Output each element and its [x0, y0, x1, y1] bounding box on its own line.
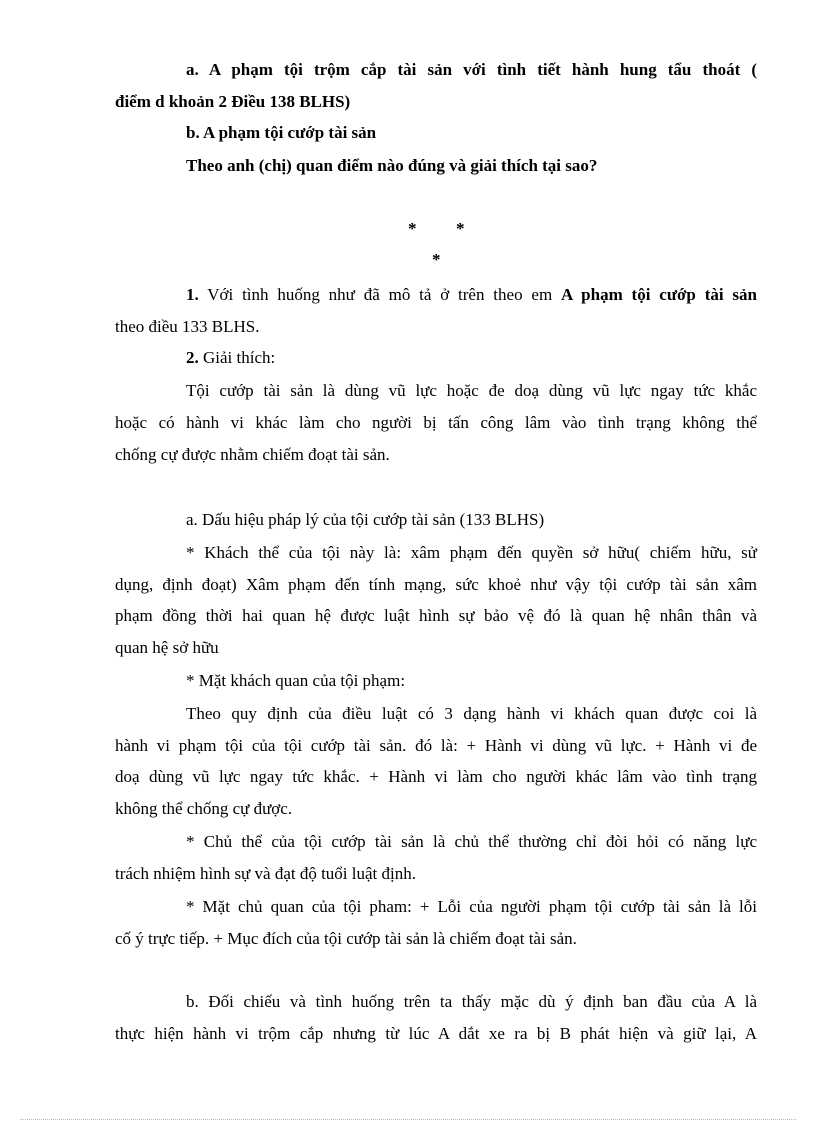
objective-line3: doạ dùng vũ lực ngay tức khắc. + Hành vi làm cho người khác lâm vào tình trạng	[115, 767, 757, 786]
answer-2-text: Giải thích:	[198, 348, 276, 367]
object-line4: quan hệ sở hữu	[115, 638, 219, 657]
separator-star-1: *	[408, 219, 417, 238]
objective-line2: hành vi phạm tội của tội cướp tài sản. đó là: + Hành vi dùng vũ lực. + Hành vi đe	[115, 736, 757, 755]
section-b-line2: thực hiện hành vi trộm cắp nhưng từ lúc A dắt xe ra bị B phát hiện và giữ lại, A	[115, 1024, 757, 1043]
page-bottom-divider	[20, 1119, 796, 1120]
object-line3: phạm đồng thời hai quan hệ được luật hình sự bảo vệ đó là quan hệ nhân thân và	[115, 606, 757, 625]
answer-1-number: 1.	[186, 285, 199, 304]
definition-line3: chống cự được nhằm chiếm đoạt tài sản.	[115, 445, 390, 464]
option-b: b. A phạm tội cướp tài sản	[186, 123, 377, 142]
objective-heading: * Mặt khách quan của tội phạm:	[186, 671, 406, 690]
separator-star-3: *	[432, 250, 441, 269]
section-b-line1: b. Đối chiếu và tình huống trên ta thấy mặc dù ý định ban đầu của A là	[186, 992, 757, 1011]
answer-1-text: Với tình huống như đã mô tả ở trên theo em	[198, 285, 561, 304]
question-prompt: Theo anh (chị) quan điểm nào đúng và giải thích tại sao?	[186, 156, 598, 175]
subjective-line1: * Mặt chủ quan của tội pham: + Lỗi của người phạm tội cướp tài sản là lỗi	[186, 897, 757, 916]
subjective-line2: cố ý trực tiếp. + Mục đích của tội cướp tài sản là chiếm đoạt tài sản.	[115, 929, 577, 948]
definition-line2: hoặc có hành vi khác làm cho người bị tấn công lâm vào tình trạng không thể	[115, 413, 757, 432]
subject-line2: trách nhiệm hình sự và đạt độ tuổi luật định.	[115, 864, 416, 883]
answer-2-number: 2.	[186, 348, 199, 367]
subject-line1: * Chủ thể của tội cướp tài sản là chủ thể thường chỉ đòi hỏi có năng lực	[186, 832, 757, 851]
separator-star-2: *	[456, 219, 465, 238]
objective-line1: Theo quy định của điều luật có 3 dạng hành vi khách quan được coi là	[186, 704, 757, 723]
object-line1: * Khách thể của tội này là: xâm phạm đến quyền sở hữu( chiếm hữu, sử	[186, 543, 757, 562]
option-a-line1: a. A phạm tội trộm cắp tài sản với tình tiết hành hung tẩu thoát (	[186, 60, 757, 79]
answer-1-conclusion: A phạm tội cướp tài sản	[561, 285, 757, 304]
answer-paragraph-2	[186, 348, 757, 368]
answer-paragraph-1	[186, 285, 757, 305]
objective-line4: không thể chống cự được.	[115, 799, 293, 818]
answer-1-line2: theo điều 133 BLHS.	[115, 317, 260, 336]
section-a-heading: a. Dấu hiệu pháp lý của tội cướp tài sản (133 BLHS)	[186, 510, 545, 529]
object-line2: dụng, định đoạt) Xâm phạm đến tính mạng, sức khoẻ như vậy tội cướp tài sản xâm	[115, 575, 757, 594]
option-a-line2: điểm d khoản 2 Điều 138 BLHS)	[115, 92, 351, 111]
definition-line1: Tội cướp tài sản là dùng vũ lực hoặc đe doạ dùng vũ lực ngay tức khắc	[186, 381, 757, 400]
